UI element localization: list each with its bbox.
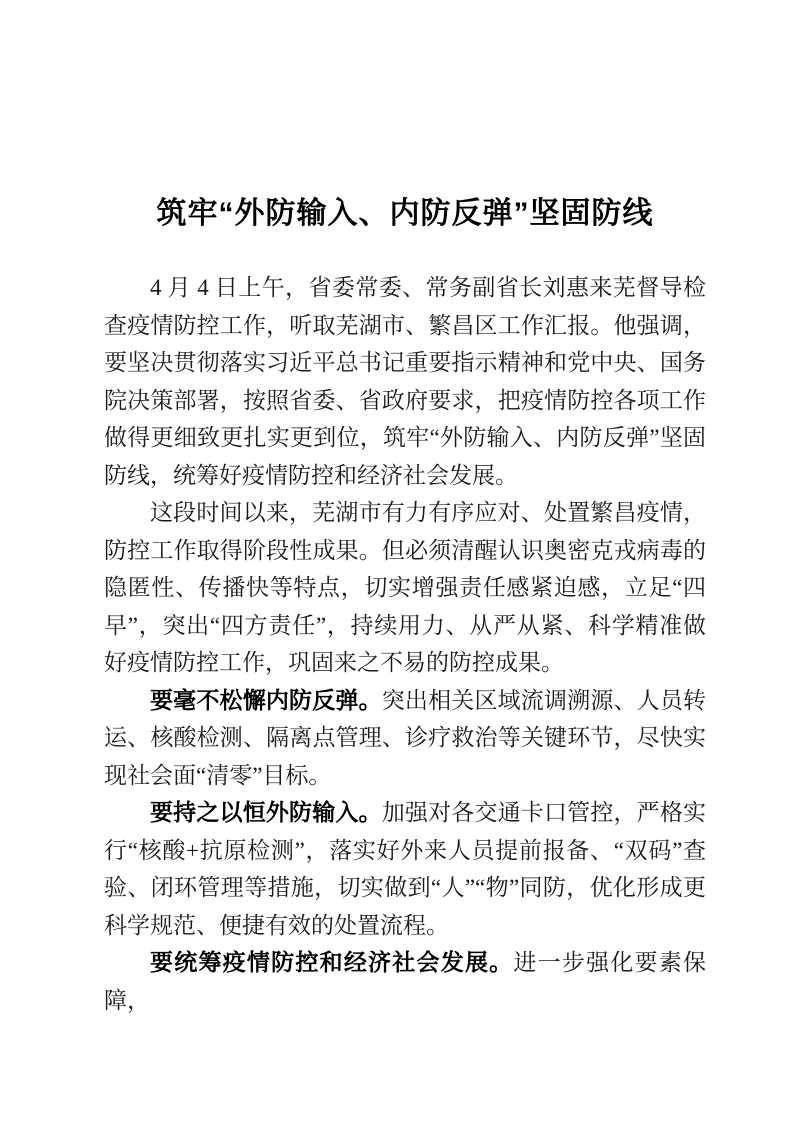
paragraph-3-lead: 要毫不松懈内防反弹。 xyxy=(150,686,382,713)
paragraph-4-text: 加强对各交通卡口管控，严格实行“核酸+抗原检测”，落实好外来人员提前报备、“双码”查验、闭环管理等措施，切实做到“人”“物”同防，优化形成更科学规范、便捷有效的处置流程。 xyxy=(104,800,707,938)
paragraph-5-text: 进一步强化要素保障， xyxy=(104,950,707,1013)
document-title: 筑牢“外防输入、内防反弹”坚固防线 xyxy=(156,197,654,230)
paragraph-3 xyxy=(104,682,706,795)
paragraph-2 xyxy=(104,494,706,682)
document-body xyxy=(104,269,706,1019)
paragraph-3-text: 突出相关区域流调溯源、人员转运、核酸检测、隔离点管理、诊疗救治等关键环节，尽快实现社会面“清零”目标。 xyxy=(104,687,707,788)
paragraph-5 xyxy=(104,944,706,1019)
paragraph-4-lead: 要持之以恒外防输入。 xyxy=(150,799,382,825)
paragraph-2-text: 这段时间以来，芜湖市有力有序应对、处置繁昌疫情，防控工作取得阶段性成果。但必须清醒认识奥密克戎病毒的隐匿性、传播快等特点，切实增强责任感紧迫感，立足“四早”，突出“四方责任”，持续用力、从严从紧、科学精准做好疫情防控工作，巩固来之不易的防控成果。 xyxy=(104,500,706,675)
paragraph-5-lead: 要统筹疫情防控和经济社会发展。 xyxy=(150,949,514,975)
paragraph-1-text: 4 月 4 日上午，省委常委、常务副省长刘惠来芜督导检查疫情防控工作，听取芜湖市、繁昌区工作汇报。他强调， 要坚决贯彻落实习近平总书记重要指示精神和党中央、国务院决策部署，按照省委、省政府要求，把疫情防控各项工作做得更细致更扎实更到位，筑牢“外防输入、内防反弹”坚固防线，统筹好疫情防控和经济社会发展。 xyxy=(104,275,706,488)
paragraph-4 xyxy=(104,794,706,944)
paragraph-1 xyxy=(104,269,706,494)
